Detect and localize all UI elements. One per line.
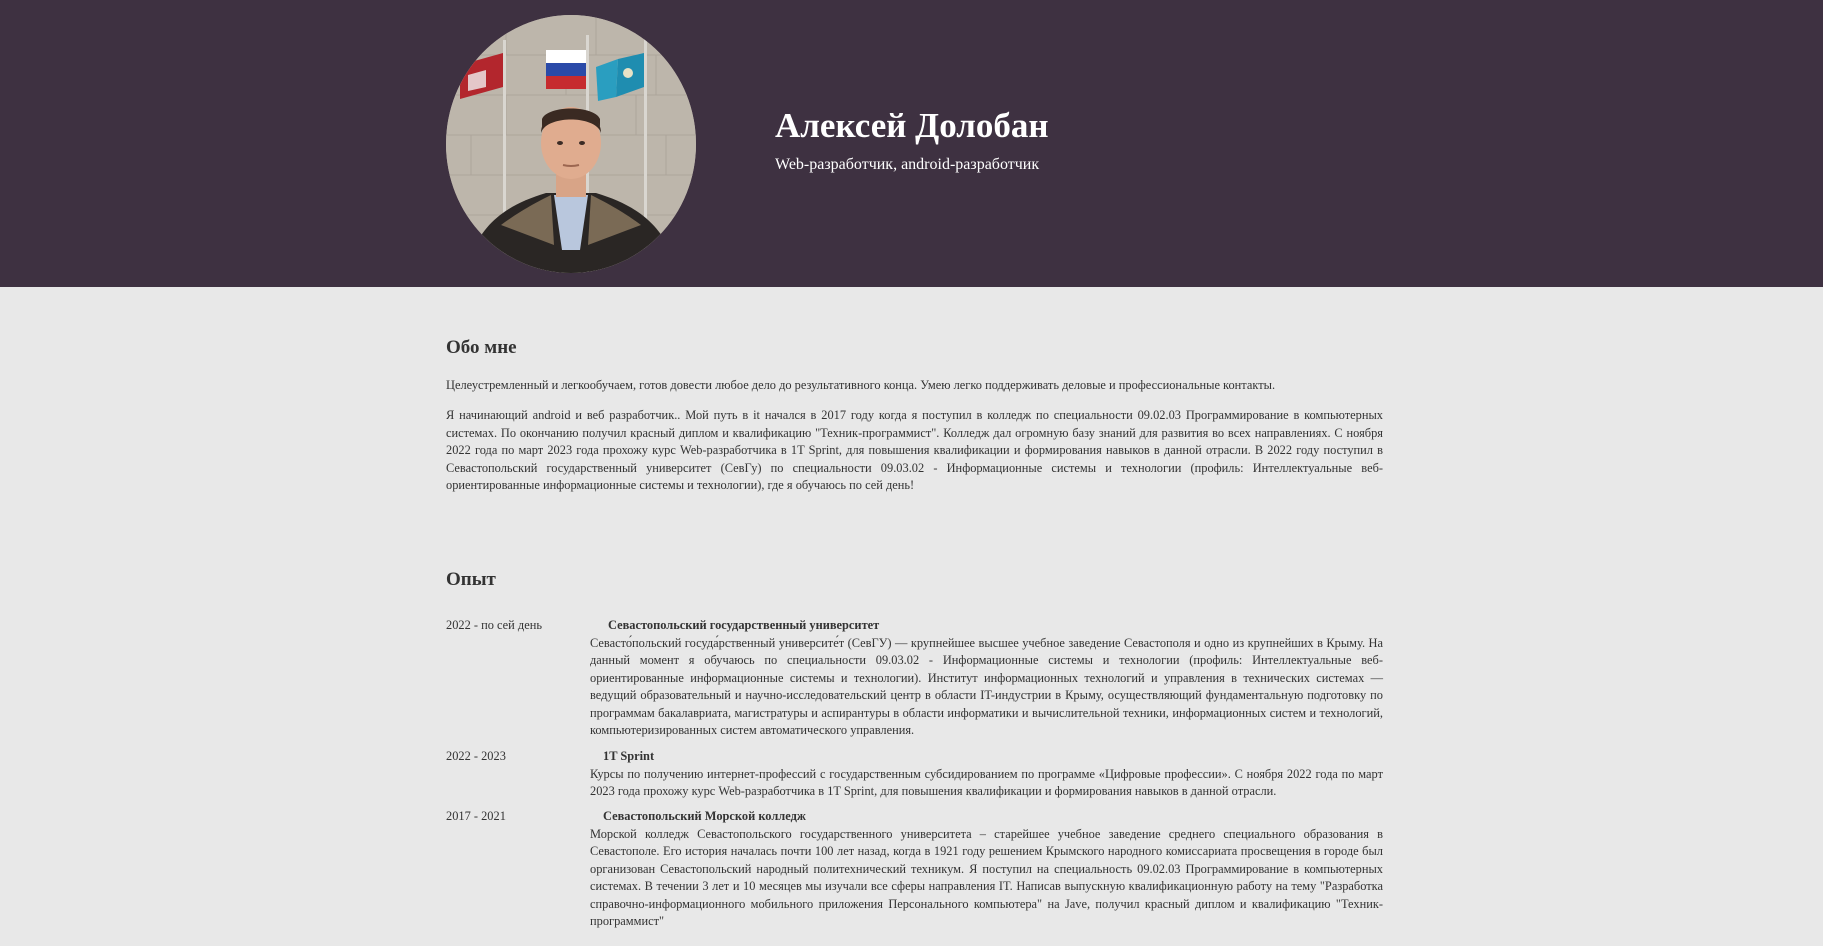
about-section-title: Обо мне	[446, 337, 517, 358]
experience-organization: 1T Sprint	[603, 749, 655, 763]
experience-description: Курсы по получению интернет-профессий с государственным субсидированием по программе «Цифровые профессии». С ноября 2022 года по март 2023 года прохожу курс Web-разработчика в 1T Sprint, для повышения квалификации и формирования навыков в данной отрасли.	[590, 766, 1383, 798]
about-paragraph: Я начинающий android и веб разработчик.. Мой путь в it начался в 2017 году когда я поступил в колледж по специальности 09.02.03 Программирование в компьютерных системах. По окончанию получил красный диплом и квалификацию "Техник-программист". Колледж дал огромную базу знаний для развития во всех направлениях. С ноября 2022 года по март 2023 года прохожу курс Web-разработчика в 1T Sprint, для повышения квалификации и формирования навыков в данной отрасли. В 2022 году поступил в Севастопольский государственный университет (СевГу) по специальности 09.03.02 - Информационные системы и технологии (профиль: Интеллектуальные веб-ориентированные информационные системы и технологии), где я обучаюсь по сей день!	[446, 408, 1383, 492]
profile-photo	[446, 15, 696, 273]
experience-section-title: Опыт	[446, 569, 496, 590]
profile-name: Алексей Долобан	[775, 106, 1049, 145]
profile-photo-image	[446, 15, 696, 273]
about-paragraph: Целеустремленный и легкообучаем, готов довести любое дело до результативного конца. Умею легко поддерживать деловые и профессиональные контакты.	[446, 378, 1276, 392]
experience-organization: Севастопольский Морской колледж	[603, 809, 806, 823]
experience-description: Севасто́польский госуда́рственный университе́т (СевГУ) — крупнейшее высшее учебное заведение Севастополя и одно из крупнейших в Крыму. На данный момент я обучаюсь по специальности 09.03.02 - Информационные системы и технологии (профиль: Интеллектуальные веб-ориентированные информационные системы и технологии). Институт информационных технологий и управления в технических системах — ведущий образовательный и научно-исследовательский центр в области IT-индустрии в Крыму, осуществляющий фундаментальную подготовку по программам бакалавриата, магистратуры и аспирантуры в области информатики и вычислительной техники, информационных систем и технологий, компьютеризированных систем автоматического управления.	[590, 635, 1383, 737]
profile-subtitle: Web-разработчик, android-разработчик	[775, 156, 1040, 173]
experience-period: 2017 - 2021	[446, 809, 506, 823]
experience-description: Морской колледж Севастопольского государственного университета – старейшее учебное заведение среднего специального образования в Севастополе. Его история началась почти 100 лет назад, когда в 1921 году решением Крымского народного комиссариата просвещения в городе был организован Севастопольский народный политехнический техникум. Я поступил на специальность 09.02.03 Программирование в компьютерных системах. В течении 3 лет и 10 месяцев мы изучали все сферы направления IT. Написав выпускную квалификационную работу на тему "Разработка справочно-информационного мобильного приложения Персонального компьютера" на Jave, получил красный диплом и квалификацию "Техник-программист"	[590, 826, 1383, 928]
experience-period: 2022 - по сей день	[446, 618, 542, 632]
profile-header	[0, 0, 1823, 287]
experience-organization: Севастопольский государственный университет	[608, 618, 880, 632]
experience-period: 2022 - 2023	[446, 749, 506, 763]
